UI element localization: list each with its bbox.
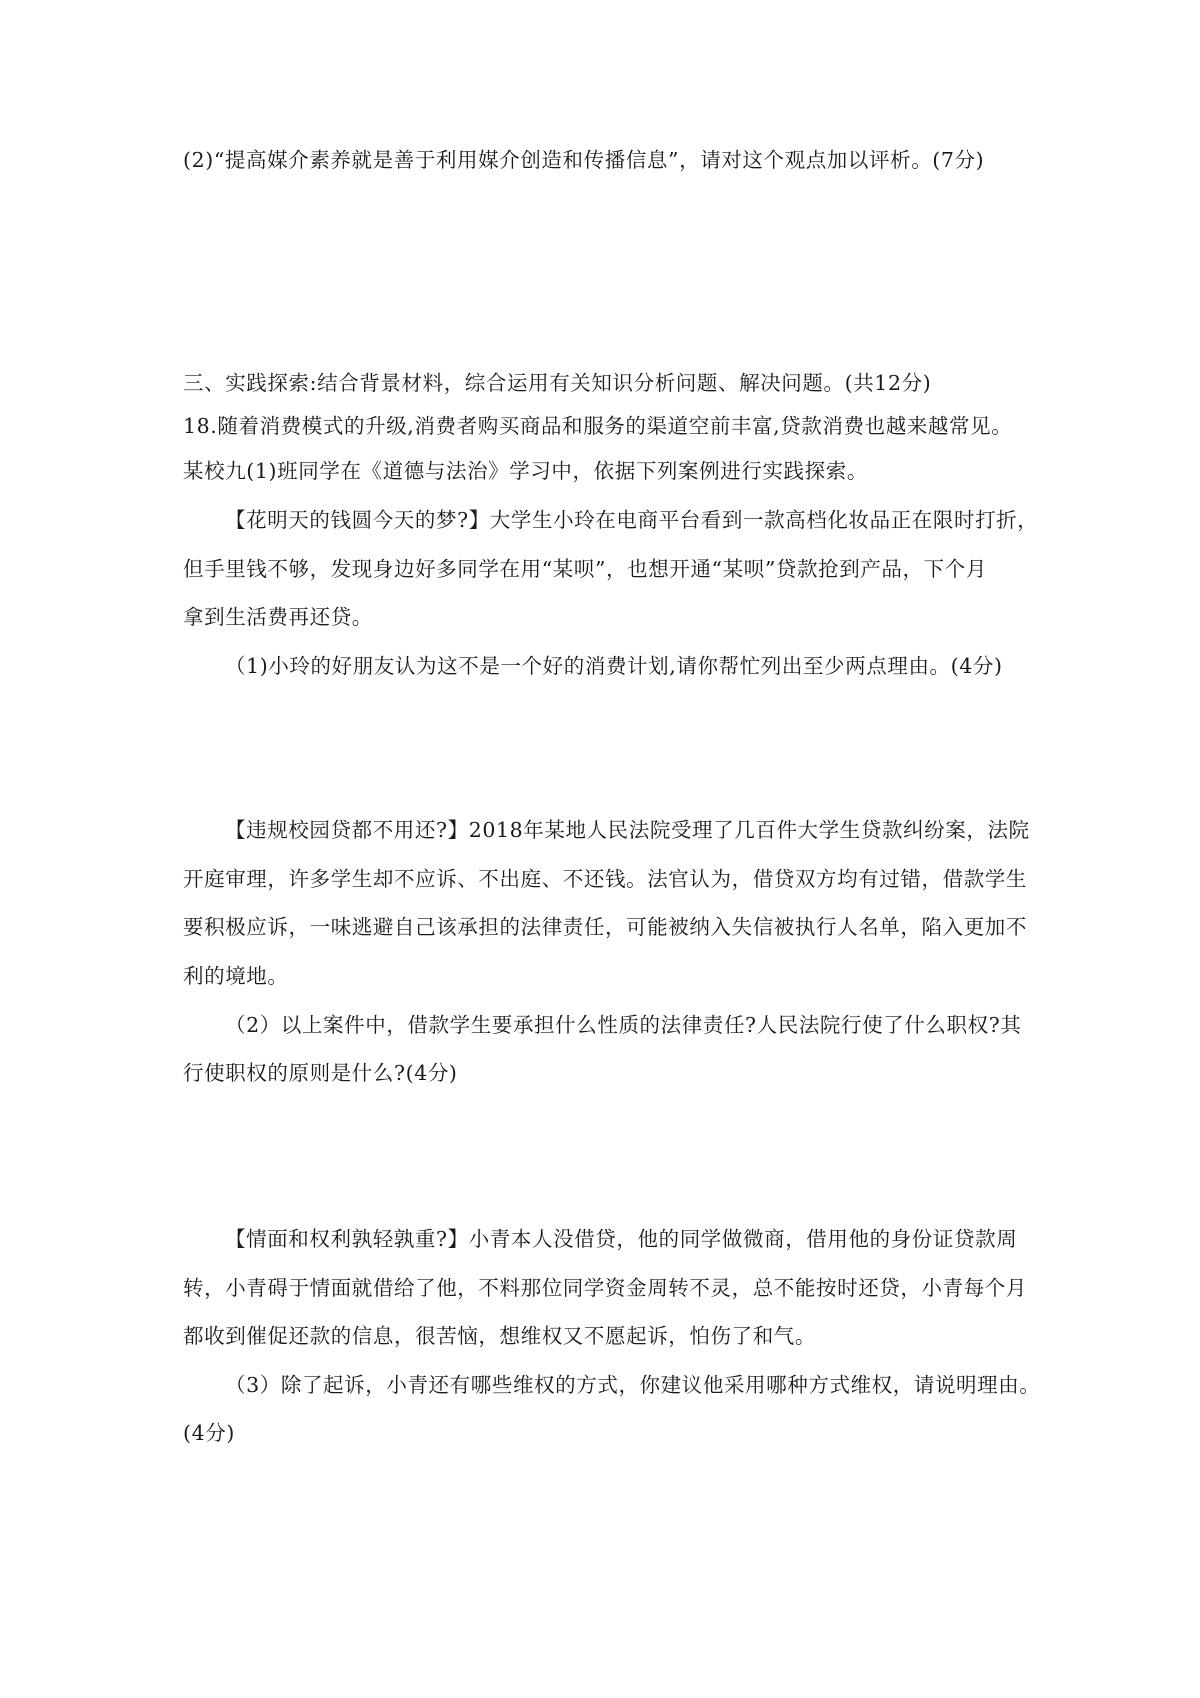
question-18-part-2-line-1: （2）以上案件中，借款学生要承担什么性质的法律责任?人民法院行使了什么职权?其 <box>225 1013 1022 1037</box>
case-2-line-4: 利的境地。 <box>183 964 289 988</box>
case-2-line-3: 要积极应诉，一味逃避自己该承担的法律责任，可能被纳入失信被执行人名单，陷入更加不 <box>183 915 1027 939</box>
question-18-part-3-line-2: (4分) <box>183 1421 235 1445</box>
question-18-intro-line-1: 18.随着消费模式的升级,消费者购买商品和服务的渠道空前丰富,贷款消费也越来越常见。 <box>183 414 1013 438</box>
case-2-line-2: 开庭审理，许多学生却不应诉、不出庭、不还钱。法官认为，借贷双方均有过错，借款学生 <box>183 867 1027 891</box>
case-1-line-3: 拿到生活费再还贷。 <box>183 605 373 629</box>
case-3-line-2: 转，小青碍于情面就借给了他，不料那位同学资金周转不灵，总不能按时还贷，小青每个月 <box>183 1276 1027 1300</box>
case-3-line-1: 【情面和权利孰轻孰重?】小青本人没借贷，他的同学做微商，借用他的身份证贷款周 <box>225 1227 1018 1251</box>
question-17-part-2: (2)“提高媒介素养就是善于利用媒介创造和传播信息”，请对这个观点加以评析。(7分) <box>183 148 985 172</box>
question-18-part-2-line-2: 行使职权的原则是什么?(4分) <box>183 1061 458 1085</box>
question-18-intro-line-2: 某校九(1)班同学在《道德与法治》学习中，依据下列案例进行实践探索。 <box>183 459 868 483</box>
case-1-line-1: 【花明天的钱圆今天的梦?】大学生小玲在电商平台看到一款高档化妆品正在限时打折， <box>225 508 1039 532</box>
case-3-line-3: 都收到催促还款的信息，很苦恼，想维权又不愿起诉，怕伤了和气。 <box>183 1324 816 1348</box>
question-18-part-1: （1)小玲的好朋友认为这不是一个好的消费计划,请你帮忙列出至少两点理由。(4分) <box>225 654 1003 678</box>
section-3-heading: 三、实践探索:结合背景材料，综合运用有关知识分析问题、解决问题。(共12分) <box>183 371 932 395</box>
case-2-line-1: 【违规校园贷都不用还?】2018年某地人民法院受理了几百件大学生贷款纠纷案，法院 <box>225 818 1030 842</box>
question-18-part-3-line-1: （3）除了起诉，小青还有哪些维权的方式，你建议他采用哪种方式维权，请说明理由。 <box>225 1373 1041 1397</box>
case-1-line-2: 但手里钱不够，发现身边好多同学在用“某呗”，也想开通“某呗”贷款抢到产品，下个月 <box>183 557 987 581</box>
